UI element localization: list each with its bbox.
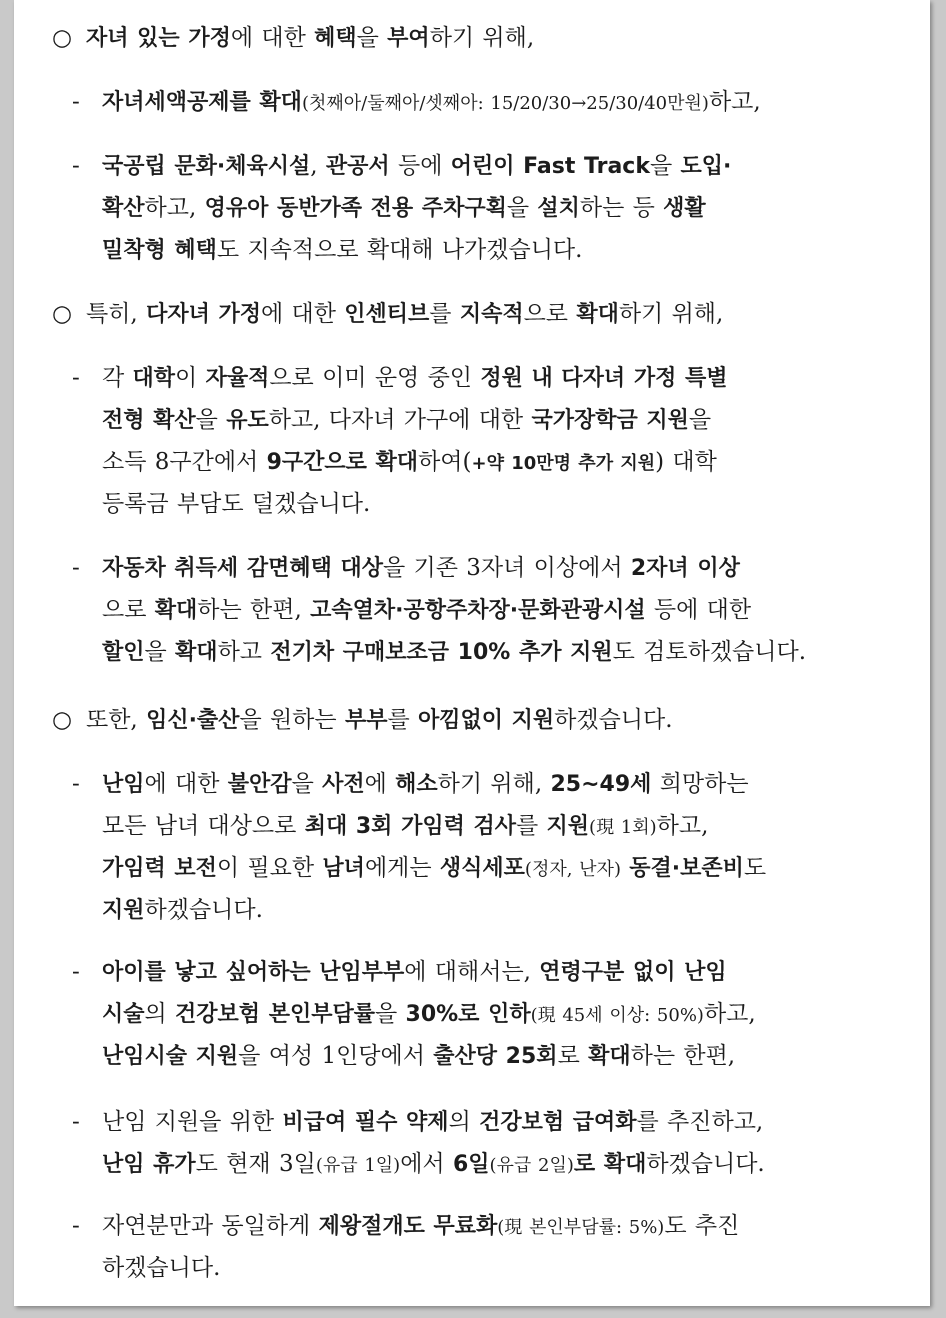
text: (現 45세 이상: 50%)	[530, 1005, 704, 1026]
list-item-continuation	[14, 1252, 930, 1284]
list-item	[14, 86, 930, 120]
text: (現 1회)	[589, 817, 657, 838]
bold-text: 부여	[387, 26, 430, 51]
bold-text: 비급여 필수 약제	[282, 1110, 449, 1135]
text: 하여(	[418, 449, 472, 475]
text: 하는 등	[579, 195, 664, 221]
list-item-continuation	[14, 488, 930, 520]
text: 각	[102, 365, 133, 391]
text: 또한,	[86, 707, 147, 733]
text: 하겠습니다.	[144, 897, 263, 923]
text: 하기 위해,	[437, 771, 551, 797]
dash-bullet-icon: -	[72, 89, 80, 115]
text: 이	[175, 365, 206, 391]
bold-text: 고속열차·공항주차장·문화관광시설	[310, 598, 646, 623]
text: 하겠습니다.	[554, 707, 673, 733]
list-item-continuation	[14, 810, 930, 844]
text: 을	[649, 153, 681, 179]
list-item-continuation	[14, 852, 930, 886]
text: 하고,	[144, 195, 205, 221]
text: 을 원하는	[239, 707, 345, 733]
text: 하고, 다자녀 가구에 대한	[268, 407, 532, 433]
bold-text: 국가장학금 지원	[531, 408, 689, 433]
list-item-continuation	[14, 192, 930, 225]
bold-text: 어린이 Fast Track	[450, 154, 650, 179]
document-page	[14, 0, 930, 1306]
text: (現 본인부담률: 5%)	[497, 1217, 665, 1238]
bold-text: 지원	[546, 814, 590, 839]
text: 도 추진	[664, 1213, 740, 1239]
text: 하고	[217, 639, 271, 665]
section-heading	[14, 298, 930, 331]
text: 을 여성 1인당에서	[238, 1043, 434, 1069]
bold-text: 제왕절개도 무료화	[318, 1214, 498, 1239]
text: 특히,	[86, 301, 147, 327]
text: 의	[144, 1001, 176, 1027]
section-heading	[14, 704, 930, 737]
text: 도 현재 3일	[195, 1151, 316, 1177]
bold-text: 불안감	[227, 772, 292, 797]
bold-text: 난임 휴가	[102, 1152, 196, 1177]
list-item-continuation	[14, 594, 930, 627]
bold-text: 아이를 낳고 싶어하는 난임부부	[102, 960, 405, 985]
bold-text: 출산당 25회	[433, 1044, 558, 1069]
bold-text: 밀착형 혜택	[102, 238, 217, 263]
bold-text: 임신·출산	[146, 708, 240, 733]
text: 하고,	[703, 1001, 756, 1027]
text: 에 대한	[230, 25, 315, 51]
bold-text: 혜택	[314, 26, 357, 51]
bold-text: 아낌없이 지원	[417, 708, 555, 733]
bold-text: 자율적	[205, 366, 270, 391]
text: 도 검토하겠습니다.	[612, 639, 807, 665]
text: 모든 남녀 대상으로	[102, 813, 305, 839]
bold-text: 국공립 문화·체육시설	[102, 154, 311, 179]
text: 을	[506, 195, 538, 221]
bold-text: 관공서	[325, 154, 390, 179]
text: (첫째아/둘째아/셋째아: 15/20/30→25/30/40만원)	[301, 93, 709, 114]
bold-text: 전기차 구매보조금 10% 추가 지원	[270, 640, 613, 665]
text: 하는 한편,	[630, 1043, 736, 1069]
bold-text: 25~49세	[550, 772, 652, 797]
bold-text: 난임	[102, 772, 145, 797]
text: 를	[387, 707, 418, 733]
list-item-continuation	[14, 894, 930, 927]
text: (유급 2일)	[489, 1155, 574, 1176]
text: 을 기존 3자녀 이상에서	[383, 555, 631, 581]
bold-text: 도입·	[680, 154, 732, 179]
dash-bullet-icon: -	[72, 153, 80, 179]
text: 을	[356, 25, 388, 51]
bold-text: 확대	[588, 1044, 631, 1069]
bold-text: 확대	[576, 302, 619, 327]
bold-text: 자녀 있는 가정	[86, 26, 231, 51]
bold-text: 확대	[154, 598, 198, 623]
list-item	[14, 768, 930, 801]
bold-text: 생활	[663, 196, 706, 221]
text: 의	[448, 1109, 480, 1135]
text: 을	[688, 407, 712, 433]
bold-text: 동결·보존비	[629, 856, 744, 881]
list-item-continuation	[14, 234, 930, 267]
list-item-continuation	[14, 446, 930, 480]
text: 하고,	[656, 813, 709, 839]
text: 자연분만과 동일하게	[102, 1213, 319, 1239]
bold-text: 해소	[395, 772, 438, 797]
text: 하는 한편,	[197, 597, 311, 623]
bold-text: 유도	[226, 408, 269, 433]
text: (유급 1일)	[315, 1155, 401, 1176]
list-item-continuation	[14, 1148, 930, 1182]
text: ) 대학	[655, 449, 717, 475]
text: 도 지속적으로 확대해 나가겠습니다.	[216, 237, 583, 263]
text: 에	[364, 771, 396, 797]
bold-text: 건강보험 본인부담률	[175, 1002, 375, 1027]
text: 에서	[400, 1151, 453, 1177]
text: 등에 대한	[645, 597, 752, 623]
text: 도	[743, 855, 767, 881]
list-item	[14, 552, 930, 585]
bold-text: 자동차 취득세 감면혜택 대상	[102, 556, 384, 581]
text: 을	[195, 407, 227, 433]
list-item	[14, 1106, 930, 1139]
bold-text: 다자녀 가정	[146, 302, 261, 327]
dash-bullet-icon: -	[72, 1213, 80, 1239]
bold-text: 가임력 보전	[102, 856, 217, 881]
text: 하겠습니다.	[646, 1151, 765, 1177]
list-item	[14, 362, 930, 395]
dash-bullet-icon: -	[72, 1109, 80, 1135]
dash-bullet-icon: -	[72, 771, 80, 797]
circle-bullet-icon: ○	[52, 25, 73, 51]
circle-bullet-icon: ○	[52, 707, 73, 733]
bold-text: 지속적	[459, 302, 524, 327]
bold-text: 사전	[322, 772, 365, 797]
bold-text: 6일	[452, 1152, 490, 1177]
bold-text: 확대	[175, 640, 218, 665]
text: 를 추진하고,	[636, 1109, 764, 1135]
bold-text: 난임시술 지원	[102, 1044, 239, 1069]
list-item	[14, 956, 930, 989]
text: 하기 위해,	[429, 25, 535, 51]
text: 하고,	[708, 89, 761, 115]
dash-bullet-icon: -	[72, 959, 80, 985]
bold-text: 시술	[102, 1002, 145, 1027]
text: 을	[291, 771, 323, 797]
bold-text: 연령구분 없이 난임	[539, 960, 727, 985]
text: 에 대해서는,	[404, 959, 540, 985]
text: 희망하는	[651, 771, 749, 797]
text: 을	[374, 1001, 406, 1027]
bold-text: 9구간으로 확대	[266, 450, 419, 475]
text: 등에	[389, 153, 451, 179]
bold-text: 확산	[102, 196, 145, 221]
bold-text: 생식세포	[439, 856, 525, 881]
dash-bullet-icon: -	[72, 555, 80, 581]
bold-text: 전형 확산	[102, 408, 196, 433]
list-item-continuation	[14, 998, 930, 1032]
text: 를	[429, 301, 460, 327]
bold-text: 지원	[102, 898, 145, 923]
bold-text: +약 10만명 추가 지원	[471, 453, 656, 474]
text: 난임 지원을 위한	[102, 1109, 283, 1135]
text: ,	[310, 153, 326, 179]
text: 을	[144, 639, 176, 665]
text: 이 필요한	[216, 855, 323, 881]
bold-text: 정원 내 다자녀 가정 특별	[480, 366, 728, 391]
circle-bullet-icon: ○	[52, 301, 73, 327]
bold-text: 부부	[344, 708, 388, 733]
text: 에 대한	[144, 771, 228, 797]
list-item-continuation	[14, 636, 930, 669]
text: 에게는	[364, 855, 440, 881]
text: 으로 이미 운영 중인	[269, 365, 481, 391]
bold-text: 설치	[537, 196, 580, 221]
text: 으로	[523, 301, 577, 327]
text: 등록금 부담도 덜겠습니다.	[102, 491, 371, 517]
text: 소득 8구간에서	[102, 449, 267, 475]
text: 하기 위해,	[618, 301, 724, 327]
bold-text: 남녀	[322, 856, 365, 881]
list-item	[14, 150, 930, 183]
list-item-continuation	[14, 404, 930, 437]
bold-text: 영유아 동반가족 전용 주차구획	[204, 196, 507, 221]
text: 로	[557, 1043, 589, 1069]
bold-text: 건강보험 급여화	[479, 1110, 637, 1135]
list-item-continuation	[14, 1040, 930, 1073]
list-item	[14, 1210, 930, 1244]
bold-text: 최대 3회 가임력 검사	[304, 814, 516, 839]
section-heading	[14, 22, 930, 55]
text: 하겠습니다.	[102, 1255, 221, 1281]
bold-text: 로 확대	[573, 1152, 647, 1177]
bold-text: 대학	[132, 366, 176, 391]
text: 에 대한	[260, 301, 345, 327]
dash-bullet-icon: -	[72, 365, 80, 391]
bold-text: 자녀세액공제를 확대	[102, 90, 302, 115]
bold-text: 할인	[102, 640, 145, 665]
text: (정자, 난자)	[524, 859, 621, 880]
text: 를	[516, 813, 547, 839]
bold-text: 2자녀 이상	[630, 556, 740, 581]
bold-text: 인센티브	[344, 302, 430, 327]
bold-text: 30%로 인하	[405, 1002, 531, 1027]
text: 으로	[102, 597, 155, 623]
